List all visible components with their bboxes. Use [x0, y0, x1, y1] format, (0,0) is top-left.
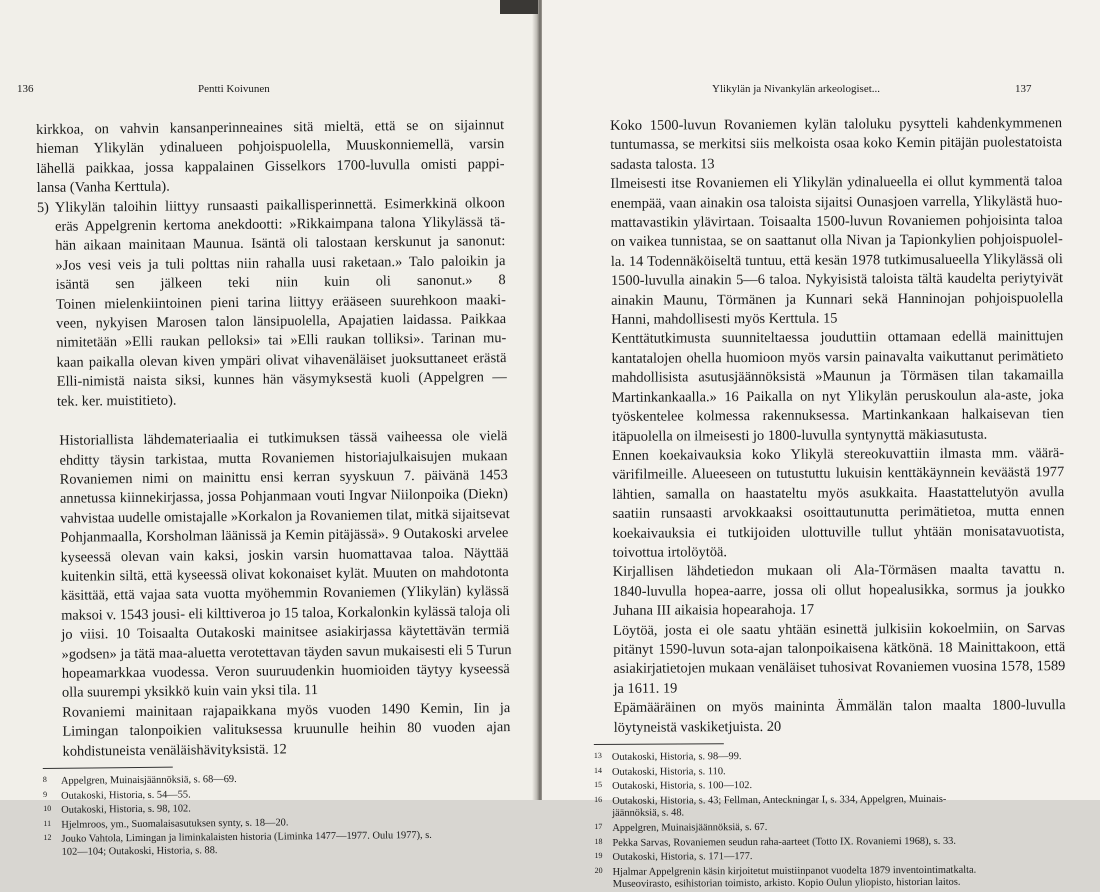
text-line: [610, 172, 1062, 194]
line-text: isäntä sen jälkeen teki niin kuin oli sanonut.» 8: [55, 272, 506, 294]
footnote-text: Outakoski, Historia, s. 171—177.: [612, 851, 753, 864]
footnote-text: Outakoski, Historia, s. 54—55.: [61, 789, 191, 802]
line-text: Historiallista lähdemateriaalia ei tutkimuksen tässä vaiheessa ole vielä: [59, 428, 508, 449]
footnote-number: 20: [594, 865, 603, 875]
footnote-number: 17: [594, 821, 603, 831]
page-number: 136: [17, 83, 34, 95]
footnote-text: Outakoski, Historia, s. 98, 102.: [61, 803, 191, 816]
footnote-text: Appelgren, Muinaisjäännöksiä, s. 68—69.: [60, 773, 237, 787]
paragraph: [39, 427, 510, 704]
text-line: [611, 269, 1063, 291]
line-text: kirkkoa, on vahvin kansanperinneaines sitä mieltä, että se on sijainnut: [36, 117, 505, 138]
paragraph: [593, 560, 1065, 621]
footnotes: [594, 747, 1067, 892]
text-line: [611, 328, 1063, 350]
text-line: [612, 502, 1064, 524]
running-head: Pentti Koivunen: [198, 83, 270, 95]
line-text: jo viisi. 10 Toisaalta Outakoski mainitsee asiakirjassa käytettävän termiä: [61, 622, 510, 643]
paragraph: [590, 114, 1062, 175]
line-text: Martinkankaalla.» 16 Paikalla on nyt Ylikylän peruskoulun ala-aste, joka: [611, 386, 1064, 406]
paragraph: [591, 328, 1064, 447]
line-text: la. 14 Todennäköiseltä tuntuu, että kesän 1978 tutkimusalueella Ylikylässä oli: [610, 250, 1063, 270]
line-text: toivottua irtolöytöä.: [612, 544, 728, 561]
line-text: Ylikylän taloihin liittyy runsaasti paikallisperinnettä. Esimerkkinä olkoon: [54, 194, 505, 216]
line-text: on vaikea tunnistaa, se on saattanut olla Nivan ja Tapionkylien pohjoispuolel-: [610, 231, 1063, 251]
line-text: Toinen mielenkiintoinen pieni tarina liittyy erääseen suurehkoon maaki-: [55, 291, 506, 313]
footnote-number: 9: [43, 789, 48, 799]
footnote-number: 16: [594, 794, 603, 804]
left-page: [0, 0, 538, 858]
footnote-text: Outakoski, Historia, s. 43; Fellman, Anteckningar I, s. 334, Appelgren, Muinais-: [612, 793, 947, 807]
text-line: [613, 560, 1065, 582]
line-text: veen, nykyisen Marosen talon länsipuolella, Apajatien laidassa. Paikkaa: [56, 311, 507, 332]
paragraph: [37, 194, 507, 412]
line-text: Hanni, mahdollisesti myös Kerttula. 15: [611, 310, 838, 328]
text-line: [613, 657, 1065, 679]
line-text: Rovaniemi mainitaan rajapaikkana myös vuoden 1490 Kemin, Iin ja: [62, 699, 511, 721]
list-number: 5): [36, 199, 49, 216]
line-text: hieman Ylikylän ydinalueen pohjoispuolella, Muuskonniemellä, varsin: [36, 136, 505, 158]
footnote-number: 11: [43, 818, 52, 828]
paragraph: [590, 172, 1063, 330]
line-text: olla suurempi yksikkö kuin vain yksi tila. 11: [61, 682, 319, 702]
line-text: »Jos vesi veis ja tuli polttas niin rahalla uusi raketaan.» Talo paloikin ja: [55, 252, 506, 274]
paragraph: [594, 696, 1066, 738]
text-line: [611, 289, 1063, 311]
page-corner-shadow: [500, 0, 538, 14]
line-text: mattavastikin ylävirtaan. Toisaalta 1500-luvun Rovaniemen pohjoisinta taloa: [610, 212, 1063, 231]
line-text: Pohjanmaalla, Korsholman läänissä ja Kemin pitäjässä». 9 Outakoski arvelee: [60, 525, 509, 546]
footnote-text: Outakoski, Historia, s. 100—102.: [612, 780, 753, 793]
line-text: lähellä paikkaa, jossa kappalainen Gisselkors 1700-luvulla omisti pappi-: [36, 155, 505, 177]
line-text: vahvistaa uudelle omistajalle »Korkalon ja Rovaniemen tilat, mitkä sijaitsevat: [60, 505, 510, 527]
paragraph: [593, 619, 1065, 700]
line-text: lansa (Vanha Kerttula).: [36, 178, 170, 197]
footnote-number: 19: [594, 851, 603, 861]
line-text: Limingan talonpoikien valituksessa kruunulle heihin 80 vuoden ajan: [62, 719, 511, 740]
paragraph: [42, 699, 511, 762]
footnote-number: 8: [42, 774, 47, 784]
line-text: hän aikaan mainitaan Maunua. Isäntä oli talostaan kerskunut ja sanonut:: [55, 233, 506, 255]
line-text: Koko 1500-luvun Rovaniemen kylän taloluku pysytteli kahdenkymmenen: [610, 115, 1063, 134]
footnotes: [43, 769, 512, 859]
paragraph: [592, 444, 1065, 563]
line-text: sadasta talosta. 13: [610, 156, 715, 173]
line-text: tek. ker. muistitieto).: [56, 392, 177, 410]
line-text: kyseessä olevan vain kaksi, joskin varsin huomattavaa taloa. Näyttää: [60, 544, 509, 566]
line-text: kaan paikalla olevan kiven ympäri olivat vihavenäläiset juoksuttaneet erästä: [56, 349, 507, 371]
footnote-text: Pekka Sarvas, Rovaniemen seudun raha-aarteet (Totto IX. Rovaniemi 1968), s. 33.: [612, 835, 956, 849]
running-head: Ylikylän ja Nivankylän arkeologiset...: [712, 83, 881, 95]
line-text: enempää, vaan ainakin osa taloista sijaitsi Ounasjoen varrella, Ylikylästä huo-: [610, 192, 1063, 212]
footnote-rule: [594, 743, 724, 745]
line-text: hopeamarkkaa vuodessa. Veron suuruudenkin huomioiden täytyy kyseessä: [61, 661, 510, 682]
line-text: Rovaniemen nimi on mainittu ensi kerran syyskuun 7. päivänä 1453: [59, 466, 508, 488]
footnote-text: Outakoski, Historia, s. 98—99.: [611, 751, 742, 763]
text-line: [612, 366, 1064, 388]
line-text: lähtien, samalla on haastateltu myös asukkaita. Haastattelutyön avulla: [612, 483, 1065, 503]
line-text: Ilmeisesti itse Rovaniemen eli Ylikylän ydinalueella ei ollut kymmentä taloa: [610, 173, 1063, 193]
footnote-text: Jouko Vahtola, Limingan ja liminkalaisten historia (Liminka 1477—1977. Oulu 1977), s.: [61, 830, 432, 846]
line-text: Epämääräinen on myös maininta Ämmälän talon maalta 1800-luvulla: [613, 697, 1066, 717]
paragraph: [36, 116, 505, 199]
line-text: ja 1611. 19: [613, 680, 678, 697]
text-line: [63, 738, 511, 762]
line-text: tuntumassa, se merkitsi siis melkoista osaa koko Kemin pitäjän puolestatoista: [610, 134, 1063, 154]
footnote-continuation: 102—104; Outakoski, Historia, s. 88.: [61, 845, 218, 858]
line-text: Löytöä, josta ei ole saatu yhtään esinettä julkisiin kokoelmiin, on Sarvas: [613, 619, 1066, 639]
footnote-number: 13: [593, 750, 602, 760]
footnote-text: Hjelmroos, ym., Suomalaisasutuksen synty, s. 18—20.: [61, 817, 289, 831]
footnote-number: 14: [593, 765, 603, 775]
footnote-continuation: Museovirasto, esihistorian toimisto, arkisto. Kopio Oulun yliopisto, historian laitos.: [612, 877, 961, 891]
line-text: annetussa kiinnekirjassa, jossa Pohjanmaan vouti Ingvar Niilonpoika (Diekn): [59, 486, 509, 508]
line-text: 1500-luvulla ainakin 5—6 taloa. Nykyisistä taloista tältä kaudelta periytyivät: [610, 270, 1064, 290]
line-text: itäpuolella on ilmeisesti jo 1800-luvulla syntynyttä mäkiasutusta.: [611, 426, 988, 445]
footnote-number: 10: [43, 804, 52, 814]
text-line: [614, 696, 1066, 718]
line-text: mahdollisista asutusjäännöksistä »Maunun ja Törmäsen tilan takamailla: [611, 367, 1064, 387]
line-text: käsittää, että vajaa sata vuotta myöhemmin Rovaniemen (Ylikylän) kylässä: [60, 583, 510, 605]
line-text: »godsen» ja tätä maa-aluetta verotettavan täyden savun mukaisesti eli 5 Turun: [61, 641, 512, 663]
footnote-text: Outakoski, Historia, s. 110.: [611, 765, 726, 778]
right-page: [542, 0, 1100, 891]
text-line: [613, 580, 1065, 602]
text-line: [612, 463, 1064, 485]
text-line: [612, 522, 1064, 544]
line-text: kuitenkin siltä, että kyseessä olivat kokonaiset kylät. Muuten on mahdotonta: [60, 564, 509, 585]
line-text: ehditty täysin tarkistaa, mutta Rovaniemen historiajulkaisujen mukaan: [59, 447, 508, 469]
footnote-number: 15: [594, 780, 603, 790]
page-body: [590, 114, 1067, 892]
line-text: maksoi v. 1543 jousi- eli kilttiveroa jo 15 taloa, Korkalonkin kylässä taloja oli: [61, 602, 511, 624]
line-text: Elli-nimistä naista siksi, kunnes hän väsymyksestä kuoli (Appelgren —: [56, 369, 507, 391]
page-body: [36, 116, 512, 859]
line-text: ainakin Maunu, Törmänen ja Kunnari sekä Hanninojan pohjoispuolella: [611, 289, 1064, 309]
footnote-number: 12: [43, 833, 52, 843]
text-line: [610, 134, 1062, 156]
line-text: saatiin runsaasti arvokkaaksi osoittautunutta perimätietoa, mutta ennen: [612, 503, 1065, 522]
line-text: asiakirjatietojen mukaan venäläiset tuhosivat Rovaniemen vuosina 1578, 1589: [613, 658, 1066, 678]
line-text: löytyneistä vaskiketjuista. 20: [613, 718, 782, 736]
line-text: Ennen koekaivauksia koko Ylikylä stereokuvattiin ilmasta mm. väärä-: [612, 445, 1065, 464]
footnote-rule: [43, 767, 173, 769]
text-line: [614, 716, 1066, 738]
line-text: kantatalojen ohella huomioon myös varsin painavalta vaikuttanut perimätieto: [611, 347, 1064, 367]
line-text: 1840-luvulla hopea-aarre, jossa oli ollut hopealusikka, sormus ja joukko: [612, 580, 1065, 600]
footnote-number: 18: [594, 836, 603, 846]
text-line: [612, 405, 1064, 427]
line-text: kohdistuneista venäläishävityksistä. 12: [62, 741, 287, 760]
footnote-continuation: jäännöksiä, s. 48.: [612, 807, 685, 820]
line-text: eräs Appelgrenin kertoma anekdootti: »Rikkaimpana talona Ylikylässä tä-: [55, 214, 506, 235]
line-text: työskentelee kolmessa rakennuksessa. Martinkankaan halkaisevan tien: [611, 406, 1064, 425]
footnote-text: Hjalmar Appelgrenin käsin kirjoitetut muistiinpanot vuodelta 1879 inventointimatkalta.: [612, 864, 977, 878]
line-text: Kenttätutkimusta suunniteltaessa jouduttiin ottamaan edellä mainittujen: [611, 328, 1064, 348]
line-text: nimitetään »Elli raukan pelloksi» tai »Elli raukan tolliksi». Tarinan mu-: [56, 330, 507, 352]
line-text: värifilmeille. Alueeseen on tutustuttu lukuisin kenttäkäynnein keväästä 1977: [612, 464, 1065, 484]
line-text: Kirjallisen lähdetiedon mukaan oli Ala-Törmäsen maalta tavattu n.: [612, 561, 1065, 581]
line-text: koekaivauksia ei tutkijoiden ulottuville tullut yhtään monisatavuotista,: [612, 522, 1065, 542]
footnote-text: Appelgren, Muinaisjäännöksiä, s. 67.: [612, 821, 768, 834]
text-line: [611, 231, 1063, 253]
page-number: 137: [1015, 83, 1032, 95]
line-text: Juhana III aikaisia hopearahoja. 17: [612, 601, 815, 620]
line-text: pitänyt 1590-luvun sota-ajan talonpoikaisena kätkönä. 18 Mainittakoon, että: [613, 639, 1066, 658]
